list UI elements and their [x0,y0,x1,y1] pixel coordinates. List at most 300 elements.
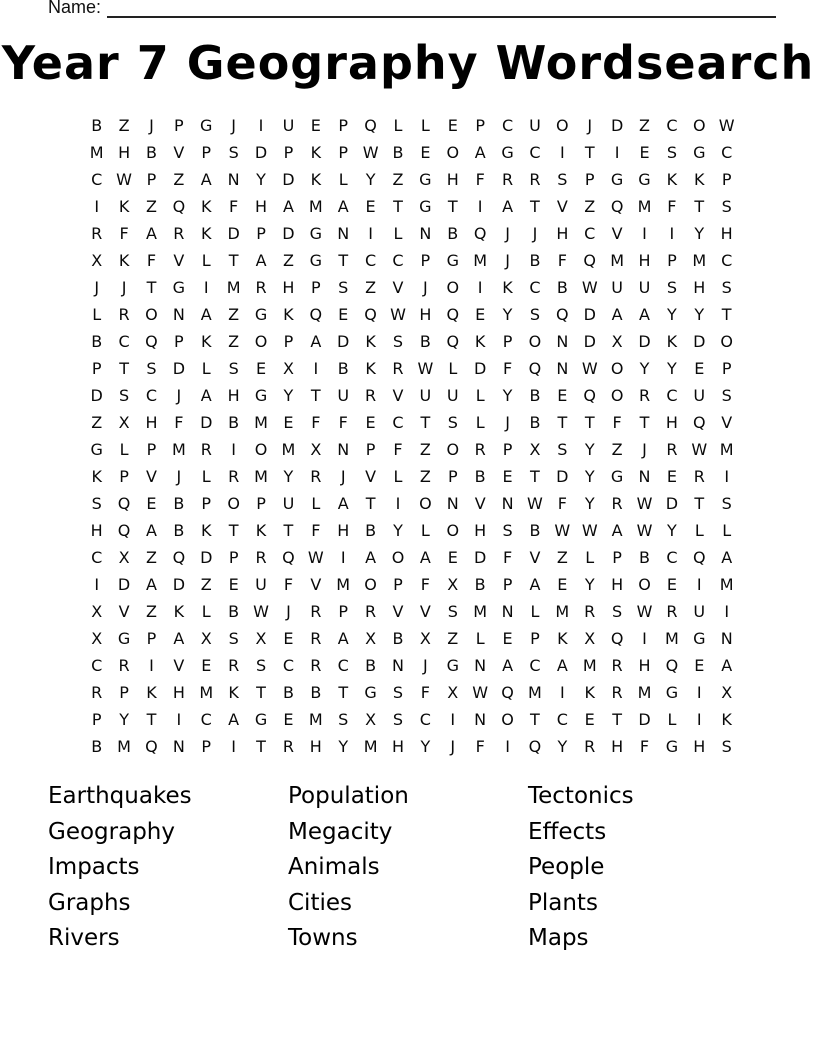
grid-letter: I [696,575,702,594]
grid-row [83,274,740,301]
grid-letter: I [340,548,346,567]
grid-letter: K [666,332,678,351]
name-label: Name: [48,0,102,17]
grid-letter: G [665,683,679,702]
grid-letter: Y [420,737,431,756]
grid-letter: C [419,710,431,729]
grid-letter: R [666,440,678,459]
grid-letter: F [311,521,321,540]
grid-letter: P [530,629,540,648]
grid-letter: S [721,737,732,756]
grid-letter: R [310,602,322,621]
grid-letter: J [121,278,127,297]
grid-letter: W [554,521,571,540]
grid-letter: A [502,197,514,216]
grid-letter: M [336,575,351,594]
grid-row [83,517,740,544]
grid-letter: O [638,575,651,594]
grid-letter: Y [256,170,266,189]
grid-letter: R [392,359,404,378]
grid-letter: J [532,224,538,243]
grid-letter: R [118,656,130,675]
grid-letter: I [477,197,483,216]
grid-letter: V [173,143,185,162]
grid-letter: H [638,251,651,270]
grid-letter: C [666,548,678,567]
grid-letter: M [610,251,625,270]
grid-letter: N [172,305,185,324]
grid-letter: D [474,548,487,567]
grid-letter: R [638,386,651,405]
grid-letter: T [530,467,540,486]
grid-letter: A [200,386,212,405]
grid-letter: F [639,737,650,756]
grid-letter: P [420,251,431,270]
grid-letter: Y [393,521,403,540]
grid-letter: K [201,224,212,243]
grid-letter: D [583,332,596,351]
grid-row [83,301,740,328]
grid-letter: X [282,359,294,378]
grid-letter: T [584,143,595,162]
grid-letter: N [392,656,404,675]
grid-letter: A [146,575,157,594]
grid-letter: P [174,332,184,351]
grid-letter: C [529,278,541,297]
grid-row [83,436,740,463]
grid-letter: N [556,359,569,378]
grid-letter: L [201,359,211,378]
grid-letter: D [474,359,487,378]
grid-letter: I [614,143,620,162]
grid-row [83,544,740,571]
grid-letter: W [253,602,269,621]
grid-row [83,382,740,409]
word-list-item: Cities [288,889,352,916]
grid-letter: L [475,629,485,648]
grid-letter: S [557,170,568,189]
grid-letter: O [364,575,377,594]
grid-row [83,409,740,436]
grid-letter: X [721,683,733,702]
grid-letter: E [557,575,568,594]
grid-letter: P [721,359,732,378]
grid-letter: O [446,143,460,162]
grid-letter: Y [694,305,705,324]
grid-letter: A [146,224,157,243]
word-list-item: Earthquakes [48,783,192,809]
grid-letter: I [642,629,647,648]
grid-letter: J [176,467,182,486]
grid-letter: B [529,386,541,405]
grid-letter: T [228,251,239,270]
grid-letter: T [420,413,431,432]
grid-letter: U [337,386,350,405]
grid-letter: T [557,413,568,432]
grid-letter: S [338,710,349,729]
grid-letter: S [666,278,677,297]
grid-letter: O [501,710,514,729]
grid-letter: K [283,305,294,324]
grid-letter: Q [145,332,158,351]
grid-letter: A [200,170,212,189]
grid-letter: I [724,467,730,486]
grid-letter: A [282,197,294,216]
grid-letter: T [694,197,705,216]
grid-letter: X [419,629,431,648]
grid-letter: Y [338,737,349,756]
grid-letter: T [146,278,157,297]
grid-letter: V [146,467,157,486]
grid-letter: Q [692,413,706,432]
grid-letter: B [392,629,404,648]
grid-letter: O [446,521,460,540]
grid-letter: C [501,116,514,135]
grid-letter: Y [502,386,513,405]
grid-letter: H [638,656,651,675]
grid-letter: E [557,386,568,405]
word-list-column [48,779,192,957]
grid-letter: S [666,143,677,162]
grid-letter: S [91,494,102,513]
grid-letter: V [611,224,623,243]
grid-letter: H [391,737,404,756]
grid-letter: P [502,575,513,594]
grid-letter: V [419,602,431,621]
grid-letter: O [446,440,460,459]
grid-letter: U [693,602,706,621]
grid-letter: E [420,143,431,162]
grid-letter: Q [117,521,131,540]
grid-letter: R [255,548,267,567]
grid-letter: I [724,602,730,621]
grid-letter: Q [583,386,597,405]
grid-row [83,328,740,355]
grid-letter: F [393,440,403,459]
grid-letter: T [256,683,266,702]
grid-letter: I [642,224,647,243]
grid-letter: K [666,170,678,189]
grid-letter: H [611,737,624,756]
grid-letter: W [581,359,598,378]
grid-letter: P [393,575,403,594]
grid-letter: G [501,143,514,162]
grid-letter: U [255,575,267,594]
grid-letter: P [283,332,294,351]
grid-letter: R [228,467,240,486]
grid-letter: Q [364,116,377,135]
grid-letter: E [666,575,677,594]
grid-letter: G [446,656,459,675]
word-list-item: People [528,854,605,881]
grid-letter: R [693,467,705,486]
grid-letter: C [282,656,295,675]
grid-letter: P [174,116,184,135]
grid-letter: S [721,197,732,216]
grid-letter: P [612,548,622,567]
grid-letter: G [610,467,624,486]
page-title: Year 7 Geography Wordsearch [1,36,815,90]
grid-letter: C [118,332,130,351]
grid-letter: Z [91,413,103,432]
grid-letter: X [255,629,267,648]
grid-letter: K [91,467,102,486]
grid-letter: Q [172,197,186,216]
grid-letter: X [447,575,459,594]
grid-letter: S [392,710,404,729]
grid-letter: E [283,413,294,432]
grid-letter: K [721,710,732,729]
grid-letter: K [201,332,212,351]
grid-letter: F [311,413,321,432]
grid-letter: D [638,332,651,351]
grid-letter: F [283,575,294,594]
grid-letter: I [450,710,456,729]
grid-letter: J [94,278,100,297]
grid-letter: W [362,143,379,162]
grid-letter: A [556,656,568,675]
grid-letter: Z [392,170,404,189]
grid-letter: V [556,197,568,216]
grid-letter: I [149,656,154,675]
grid-letter: Y [283,467,294,486]
grid-letter: A [502,656,514,675]
grid-letter: D [117,575,131,594]
grid-letter: U [282,116,295,135]
grid-letter: I [258,116,264,135]
grid-letter: V [392,602,404,621]
grid-letter: R [611,656,623,675]
grid-row [83,355,740,382]
grid-letter: C [721,251,733,270]
grid-letter: B [419,332,431,351]
grid-letter: P [502,440,513,459]
grid-letter: M [254,467,268,486]
grid-letter: E [338,305,349,324]
grid-letter: A [255,251,267,270]
grid-letter: P [721,170,732,189]
grid-letter: F [229,197,239,216]
grid-letter: B [474,467,486,486]
grid-letter: A [721,656,733,675]
grid-letter: Y [119,710,129,729]
grid-letter: M [226,278,241,297]
grid-letter: H [693,278,706,297]
grid-letter: I [559,143,565,162]
grid-letter: B [474,575,486,594]
grid-letter: B [91,737,103,756]
grid-letter: M [473,251,488,270]
grid-letter: B [365,656,377,675]
grid-letter: S [721,386,732,405]
grid-letter: S [557,440,568,459]
grid-letter: S [119,386,130,405]
grid-letter: D [610,116,624,135]
grid-row [83,193,740,220]
grid-letter: C [556,710,568,729]
grid-letter: K [694,170,705,189]
grid-letter: Q [610,629,624,648]
wordsearch-grid [83,112,740,760]
grid-letter: T [256,737,266,756]
grid-letter: R [365,386,377,405]
grid-letter: Z [365,278,377,297]
grid-letter: Y [667,359,677,378]
grid-letter: H [337,521,350,540]
grid-letter: P [119,683,129,702]
grid-letter: I [94,575,100,594]
grid-letter: B [173,521,185,540]
grid-letter: Z [228,332,240,351]
grid-letter: P [119,467,129,486]
grid-letter: M [719,440,734,459]
grid-letter: F [119,224,129,243]
grid-letter: O [610,359,624,378]
grid-letter: G [309,251,323,270]
grid-letter: S [228,629,239,648]
grid-letter: X [365,629,377,648]
grid-letter: G [610,170,624,189]
word-list-item: Towns [288,925,358,952]
grid-letter: X [91,602,103,621]
grid-letter: D [665,494,679,513]
grid-letter: Z [419,440,431,459]
grid-letter: G [254,386,268,405]
grid-letter: K [310,143,322,162]
grid-letter: W [116,170,132,189]
grid-letter: L [201,602,211,621]
grid-letter: Q [117,494,131,513]
grid-letter: E [201,656,212,675]
grid-letter: G [693,143,706,162]
grid-letter: A [611,305,623,324]
grid-letter: Y [584,494,595,513]
grid-letter: Y [584,440,595,459]
grid-letter: E [666,467,677,486]
grid-letter: I [203,278,209,297]
grid-letter: S [146,359,157,378]
grid-letter: O [556,116,569,135]
grid-letter: V [173,251,185,270]
grid-letter: G [665,737,679,756]
word-list-item: Graphs [48,889,131,916]
grid-letter: J [587,116,593,135]
grid-letter: N [474,710,487,729]
grid-letter: R [118,305,130,324]
grid-letter: J [505,224,510,243]
grid-letter: G [419,170,432,189]
grid-letter: K [584,683,595,702]
grid-letter: D [227,224,240,243]
grid-letter: M [171,440,186,459]
grid-letter: X [91,629,103,648]
grid-letter: T [530,710,540,729]
grid-letter: L [420,521,430,540]
grid-letter: T [228,521,239,540]
grid-letter: M [555,602,570,621]
grid-letter: F [557,251,567,270]
grid-letter: D [282,224,295,243]
grid-letter: Q [446,332,460,351]
grid-letter: P [338,143,349,162]
grid-letter: Q [282,548,295,567]
grid-letter: G [172,278,186,297]
grid-letter: Y [557,737,568,756]
grid-letter: A [365,548,377,567]
grid-letter: E [447,548,458,567]
grid-letter: Z [282,251,294,270]
grid-letter: S [255,656,267,675]
grid-letter: U [638,278,651,297]
grid-letter: Z [145,548,157,567]
grid-letter: T [393,197,403,216]
grid-letter: B [529,413,541,432]
grid-letter: X [529,440,541,459]
grid-letter: A [310,332,322,351]
grid-letter: D [90,386,103,405]
word-list-item: Tectonics [528,783,634,809]
word-list-item: Impacts [48,854,140,881]
grid-letter: F [475,170,485,189]
grid-letter: Q [364,305,377,324]
grid-letter: H [118,143,131,162]
grid-letter: G [638,170,651,189]
grid-letter: P [365,440,376,459]
grid-letter: X [91,251,103,270]
grid-letter: N [419,224,432,243]
word-list-item: Geography [48,818,175,845]
grid-letter: I [313,359,319,378]
grid-letter: V [529,548,541,567]
grid-letter: A [228,710,240,729]
grid-letter: Q [528,359,542,378]
grid-letter: H [172,683,185,702]
grid-letter: A [337,629,349,648]
grid-row [83,490,740,517]
grid-letter: U [693,386,706,405]
grid-letter: F [667,197,677,216]
grid-letter: W [472,683,489,702]
grid-letter: C [721,143,733,162]
grid-letter: I [94,197,100,216]
grid-letter: T [283,521,294,540]
grid-letter: W [307,548,324,567]
grid-letter: X [118,413,130,432]
grid-letter: D [638,710,651,729]
grid-letter: N [501,494,514,513]
grid-letter: G [117,629,131,648]
grid-letter: C [91,656,103,675]
grid-letter: P [502,332,513,351]
grid-letter: U [446,386,459,405]
word-list-column [528,779,634,957]
grid-letter: I [368,224,373,243]
grid-letter: L [420,116,430,135]
grid-letter: Z [556,548,568,567]
grid-letter: P [146,629,157,648]
grid-letter: T [119,359,129,378]
grid-letter: Y [584,575,595,594]
grid-letter: E [694,359,705,378]
grid-letter: N [446,494,459,513]
grid-letter: B [310,683,322,702]
grid-letter: L [475,386,485,405]
grid-letter: J [340,467,346,486]
grid-letter: S [447,413,458,432]
grid-letter: C [365,251,377,270]
grid-letter: Q [665,656,679,675]
grid-letter: P [146,440,157,459]
